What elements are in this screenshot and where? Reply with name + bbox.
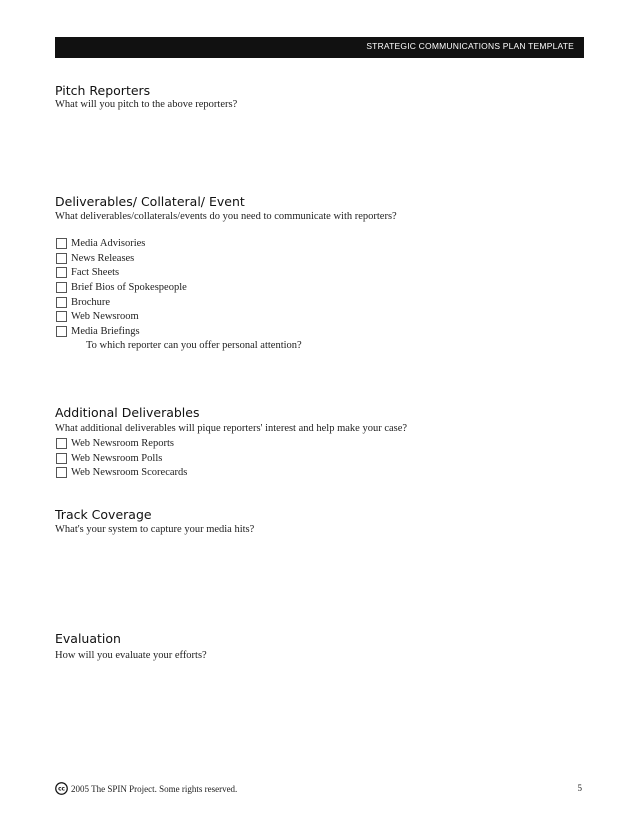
check-label: Web Newsroom: [71, 311, 139, 323]
prompt-deliverables: What deliverables/collaterals/events do you need to communicate with reporters?: [55, 211, 397, 222]
check-item-news-releases[interactable]: [56, 251, 187, 266]
section-title-evaluation: Evaluation: [55, 631, 121, 646]
check-label: Web Newsroom Polls: [71, 452, 163, 464]
checkbox[interactable]: [56, 253, 67, 264]
checkbox[interactable]: [56, 282, 67, 293]
footer: [55, 782, 237, 795]
check-label: Brief Bios of Spokespeople: [71, 281, 187, 293]
creative-commons-icon: [55, 782, 68, 795]
additional-checklist: [56, 436, 187, 480]
check-item-media-advisories[interactable]: [56, 236, 187, 251]
prompt-track-coverage: What's your system to capture your media hits?: [55, 524, 255, 535]
check-item-brief-bios[interactable]: [56, 280, 187, 295]
check-label: Fact Sheets: [71, 267, 120, 279]
footer-copyright: 2005 The SPIN Project. Some rights reserved.: [71, 783, 238, 794]
sub-prompt-personal-attention: To which reporter can you offer personal attention?: [86, 340, 302, 351]
check-label: Web Newsroom Reports: [71, 437, 174, 449]
check-item-web-newsroom-reports[interactable]: [56, 436, 187, 451]
checkbox[interactable]: [56, 438, 67, 449]
cc-icon-text: cc: [58, 786, 65, 793]
checkbox[interactable]: [56, 311, 67, 322]
checkbox[interactable]: [56, 297, 67, 308]
check-item-media-briefings[interactable]: [56, 324, 187, 339]
check-item-web-newsroom[interactable]: [56, 309, 187, 324]
check-item-web-newsroom-scorecards[interactable]: [56, 465, 187, 480]
check-label: Brochure: [71, 296, 111, 308]
section-title-pitch-reporters: Pitch Reporters: [55, 83, 151, 98]
check-item-web-newsroom-polls[interactable]: [56, 451, 187, 466]
check-label: News Releases: [71, 252, 135, 264]
header-bar: [55, 37, 584, 58]
check-label: Media Advisories: [71, 237, 146, 249]
header-title: STRATEGIC COMMUNICATIONS PLAN TEMPLATE: [366, 41, 574, 51]
section-title-additional-deliverables: Additional Deliverables: [55, 405, 200, 420]
prompt-additional-deliverables: What additional deliverables will pique reporters' interest and help make your case?: [55, 423, 408, 434]
section-title-track-coverage: Track Coverage: [55, 507, 152, 522]
prompt-pitch-reporters: What will you pitch to the above reporters?: [55, 99, 238, 110]
deliverables-checklist: [56, 236, 187, 339]
prompt-evaluation: How will you evaluate your efforts?: [55, 650, 207, 661]
checkbox[interactable]: [56, 267, 67, 278]
page-number: 5: [577, 783, 582, 793]
section-title-deliverables: Deliverables/ Collateral/ Event: [55, 194, 245, 209]
check-item-fact-sheets[interactable]: [56, 265, 187, 280]
check-label: Media Briefings: [71, 325, 140, 337]
checkbox[interactable]: [56, 326, 67, 337]
checkbox[interactable]: [56, 238, 67, 249]
check-label: Web Newsroom Scorecards: [71, 467, 188, 479]
check-item-brochure[interactable]: [56, 295, 187, 310]
checkbox[interactable]: [56, 453, 67, 464]
checkbox[interactable]: [56, 467, 67, 478]
